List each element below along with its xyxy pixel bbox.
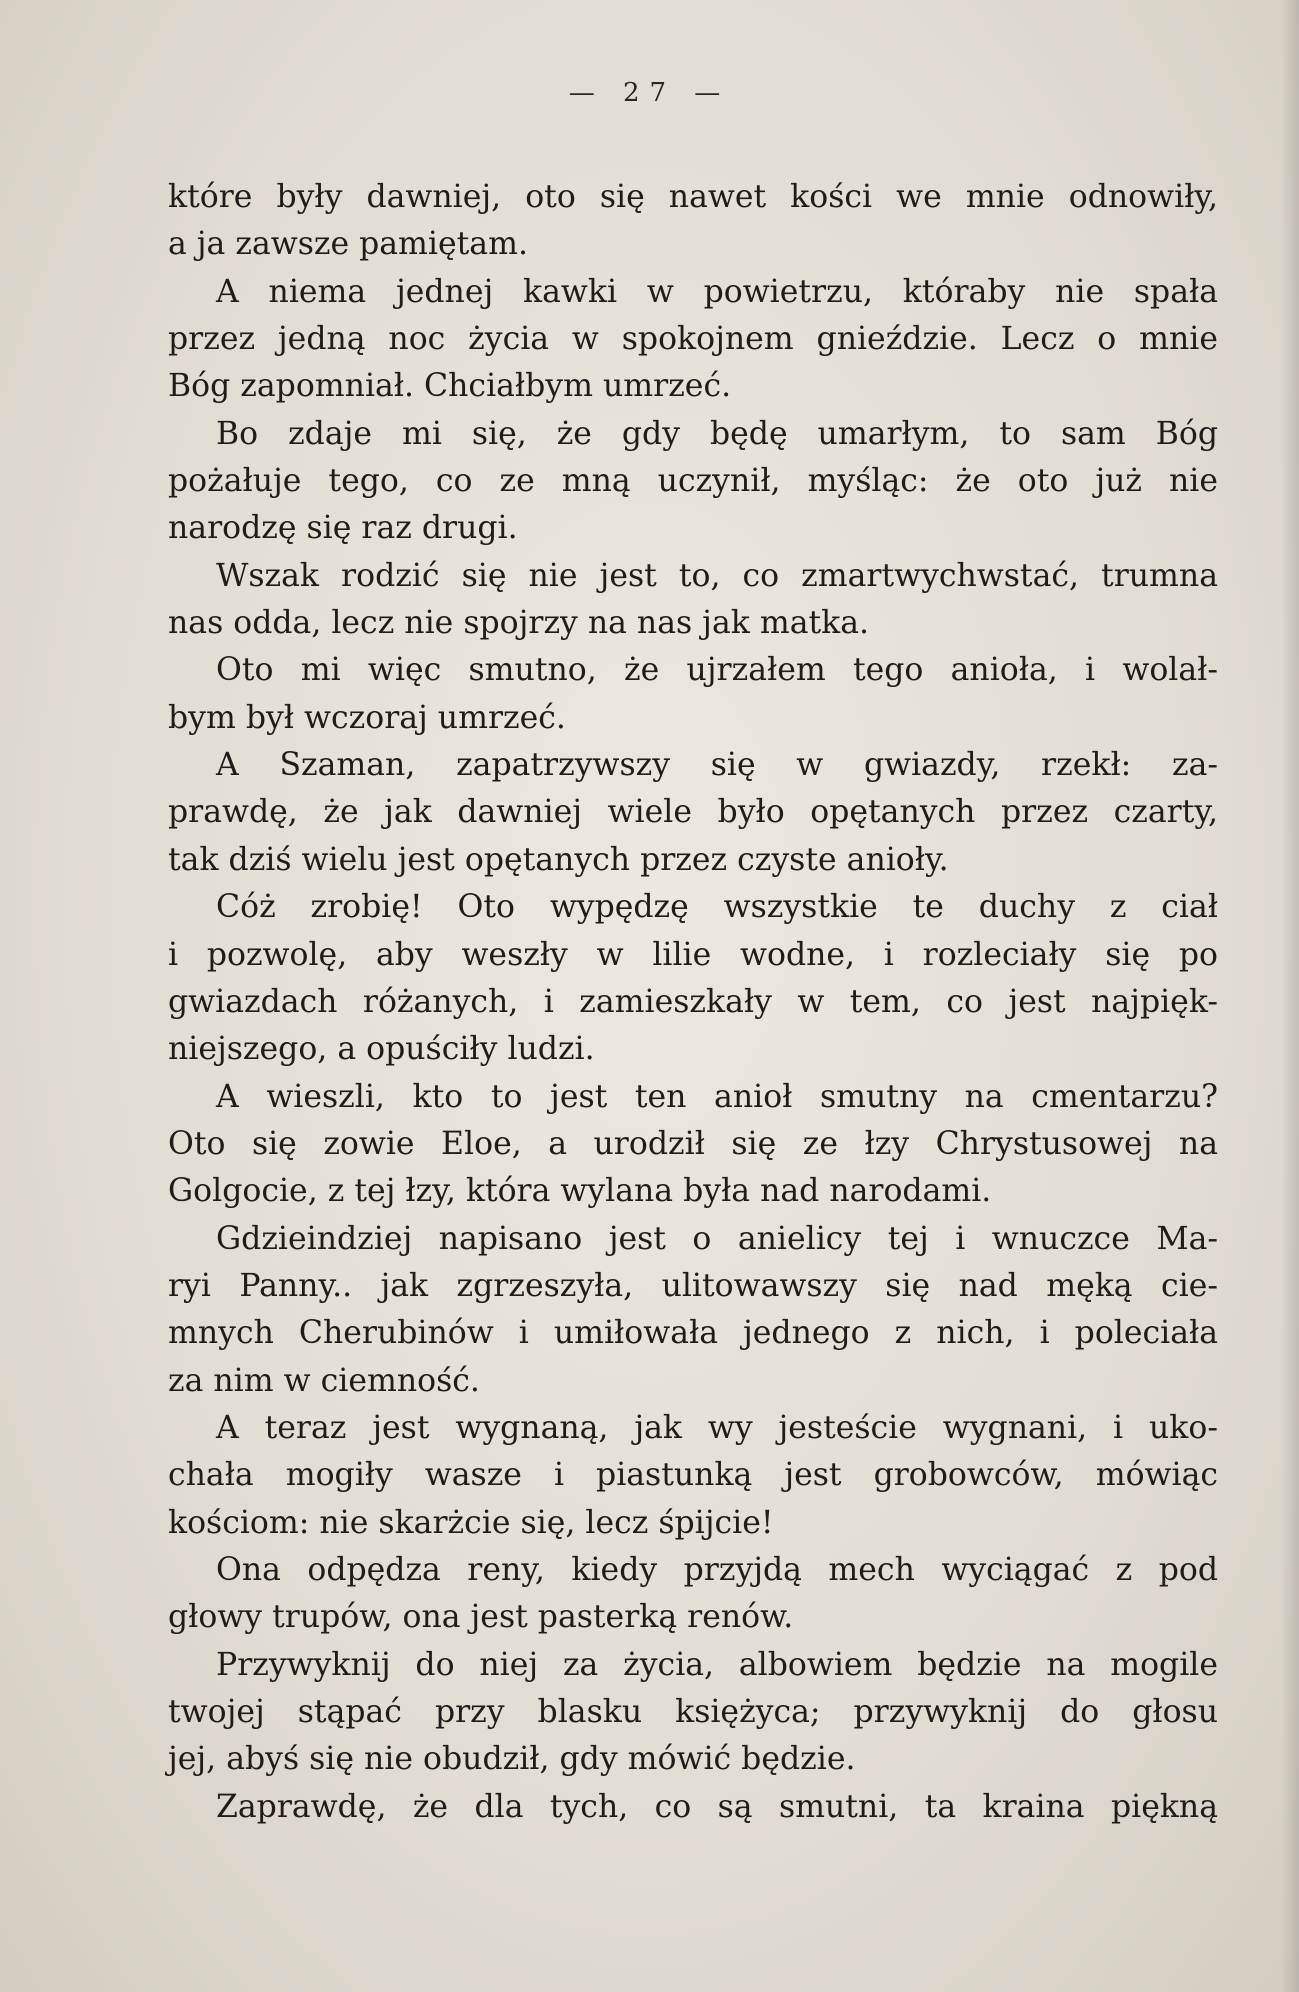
page-number-header: — 27 — <box>568 78 731 108</box>
text-line: Golgocie, z tej łzy, która wylana była nad narodami. <box>168 1173 992 1210</box>
text-line: nas odda, lecz nie spojrzy na nas jak matka. <box>168 605 870 642</box>
text-line: twojej stąpać przy blasku księżyca; przywyknij do głosu <box>168 1694 1218 1730</box>
text-line: bym był wczoraj umrzeć. <box>168 699 566 736</box>
text-line: Bo zdaje mi się, że gdy będę umarłym, to sam Bóg <box>216 415 1218 452</box>
text-line: niejszego, a opuściły ludzi. <box>168 1031 595 1068</box>
text-line: które były dawniej, oto się nawet kości we mnie odnowiły, <box>168 179 1218 215</box>
text-line: gwiazdach różanych, i zamieszkały w tem, co jest najpięk- <box>168 983 1218 1020</box>
text-line: A niema jednej kawki w powietrzu, któraby nie spała <box>216 273 1218 310</box>
text-line: ryi Panny.. jak zgrzeszyła, ulitowawszy się nad męką cie- <box>168 1267 1218 1304</box>
text-line: Cóż zrobię! Oto wypędzę wszystkie te duchy z ciał <box>216 889 1218 926</box>
text-line: pożałuje tego, co ze mną uczynił, myśląc: że oto już nie <box>168 463 1218 500</box>
page-edge-shadow <box>1281 0 1299 1992</box>
text-line: narodzę się raz drugi. <box>168 510 518 547</box>
text-line: Gdzieindziej napisano jest o anielicy tej i wnuczce Ma- <box>216 1220 1218 1257</box>
text-line: A Szaman, zapatrzywszy się w gwiazdy, rzekł: za- <box>216 747 1218 784</box>
text-line: Wszak rodzić się nie jest to, co zmartwychwstać, trumna <box>216 557 1218 594</box>
text-line: Ona odpędza reny, kiedy przyjdą mech wyciągać z pod <box>216 1551 1218 1588</box>
text-line: A teraz jest wygnaną, jak wy jesteście wygnani, i uko- <box>216 1409 1218 1446</box>
text-line: a ja zawsze pamiętam. <box>168 226 528 263</box>
text-line: mnych Cherubinów i umiłowała jednego z nich, i poleciała <box>168 1315 1218 1352</box>
text-line: A wieszli, kto to jest ten anioł smutny na cmentarzu? <box>216 1078 1218 1115</box>
text-line: kościom: nie skarżcie się, lecz śpijcie! <box>168 1504 774 1541</box>
text-line: chała mogiły wasze i piastunką jest grobowców, mówiąc <box>168 1457 1218 1494</box>
text-line: tak dziś wielu jest opętanych przez czyste anioły. <box>168 841 949 878</box>
text-line: za nim w ciemność. <box>168 1362 480 1399</box>
text-line: i pozwolę, aby weszły w lilie wodne, i rozleciały się po <box>168 936 1218 973</box>
page-body-text <box>168 174 1218 1831</box>
text-line: Oto mi więc smutno, że ujrzałem tego anioła, i wolał- <box>216 652 1218 689</box>
text-line: Przywyknij do niej za życia, albowiem będzie na mogile <box>216 1646 1218 1683</box>
text-line: głowy trupów, ona jest pasterką renów. <box>168 1599 794 1636</box>
text-line: Oto się zowie Eloe, a urodził się ze łzy Chrystusowej na <box>168 1125 1218 1162</box>
text-line: przez jedną noc życia w spokojnem gnieździe. Lecz o mnie <box>168 321 1218 358</box>
text-line: jej, abyś się nie obudził, gdy mówić będzie. <box>168 1741 856 1778</box>
text-line: prawdę, że jak dawniej wiele było opętanych przez czarty, <box>168 794 1218 831</box>
text-line: Bóg zapomniał. Chciałbym umrzeć. <box>168 368 732 405</box>
text-line: Zaprawdę, że dla tych, co są smutni, ta kraina piękną <box>216 1788 1218 1825</box>
